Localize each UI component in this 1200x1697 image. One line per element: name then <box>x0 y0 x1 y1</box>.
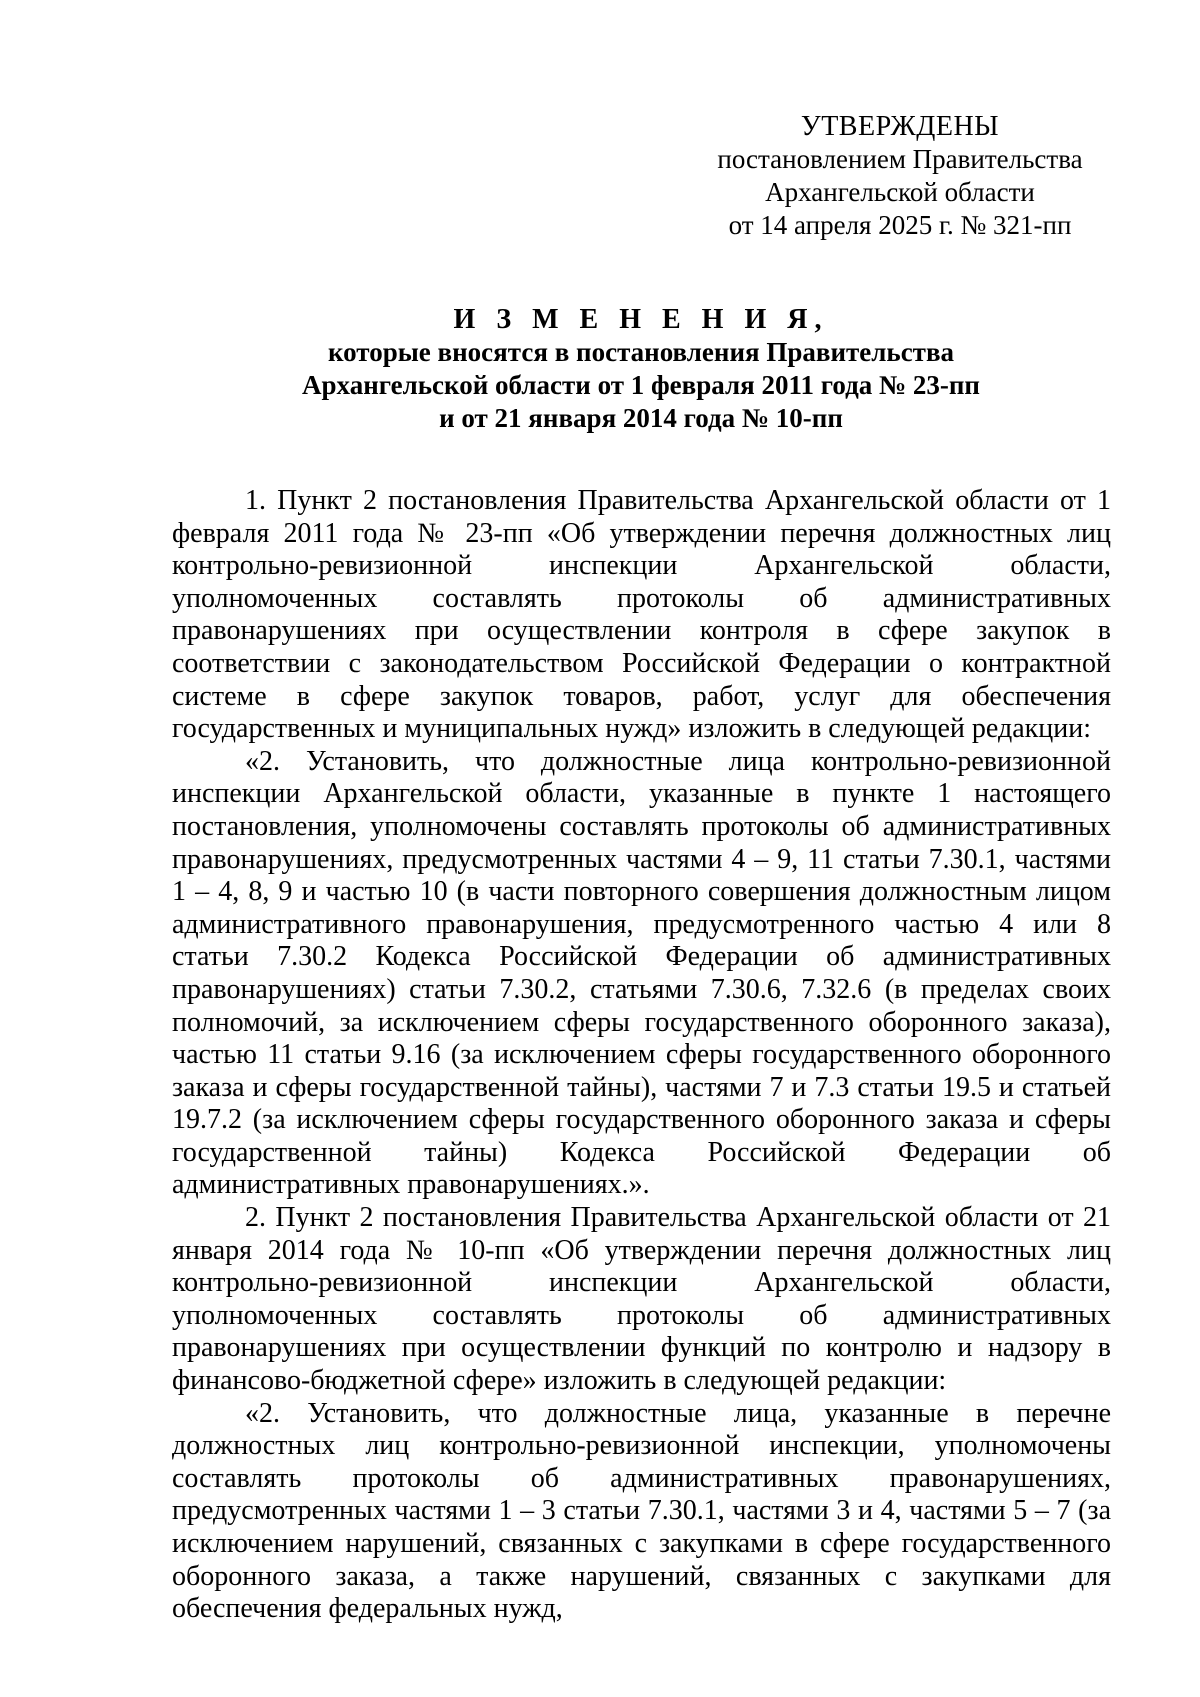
title-main: И З М Е Н Е Н И Я, <box>453 304 829 335</box>
document-title <box>170 303 1112 435</box>
paragraph-2: «2. Установить, что должностные лица контрольно-ревизионной инспекции Архангельской области, указанные в пункте 1 настоящего постановления, уполномочены составлять протоколы об административных правонарушениях, предусмотренных частями 4 – 9, 11 статьи 7.30.1, частями 1 – 4, 8, 9 и частью 10 (в части повторного совершения должностным лицом административного правонарушения, предусмотренного частью 4 или 8 статьи 7.30.2 Кодекса Российской Федерации об административных правонарушениях) статьи 7.30.2, статьями 7.30.6, 7.32.6 (в пределах своих полномочий, за исключением сферы государственного оборонного заказа), частью 11 статьи 9.16 (за исключением сферы государственного оборонного заказа и сферы государственной тайны), частями 7 и 7.3 статьи 19.5 и статьей 19.7.2 (за исключением сферы государственного оборонного заказа и сферы государственной тайны) Кодекса Российской Федерации об административных правонарушениях.». <box>172 745 1111 1201</box>
approval-stamp <box>690 110 1110 242</box>
approval-line-1: постановлением Правительства <box>717 144 1083 174</box>
approval-line-3: от 14 апреля 2025 г. № 321-пп <box>728 210 1072 240</box>
approval-heading: УТВЕРЖДЕНЫ <box>800 111 1000 142</box>
paragraph-3: 2. Пункт 2 постановления Правительства Архангельской области от 21 января 2014 года № 10-пп «Об утверждении перечня должностных лиц контрольно-ревизионной инспекции Архангельской области, уполномоченных составлять протоколы об административных правонарушениях при осуществлении функций по контролю и надзору в финансово-бюджетной сфере» изложить в следующей редакции: <box>172 1202 1111 1397</box>
approval-line-2: Архангельской области <box>765 177 1035 207</box>
paragraph-4: «2. Установить, что должностные лица, указанные в перечне должностных лиц контрольно-ревизионной инспекции, уполномочены составлять протоколы об административных правонарушениях, предусмотренных частями 1 – 3 статьи 7.30.1, частями 3 и 4, частями 5 – 7 (за исключением нарушений, связанных с закупками в сфере государственного оборонного заказа, а также нарушений, связанных с закупками для обеспечения федеральных нужд, <box>172 1397 1111 1625</box>
title-line-1: которые вносятся в постановления Правительства <box>327 337 955 367</box>
title-line-2: Архангельской области от 1 февраля 2011 года № 23-пп <box>302 370 980 400</box>
title-line-3: и от 21 января 2014 года № 10-пп <box>439 403 843 433</box>
paragraph-1: 1. Пункт 2 постановления Правительства Архангельской области от 1 февраля 2011 года № 23-пп «Об утверждении перечня должностных лиц контрольно-ревизионной инспекции Архангельской области, уполномоченных составлять протоколы об административных правонарушениях при осуществлении контроля в сфере закупок в соответствии с законодательством Российской Федерации о контрактной системе в сфере закупок товаров, работ, услуг для обеспечения государственных и муниципальных нужд» изложить в следующей редакции: <box>172 485 1111 745</box>
document-body <box>172 485 1111 1626</box>
